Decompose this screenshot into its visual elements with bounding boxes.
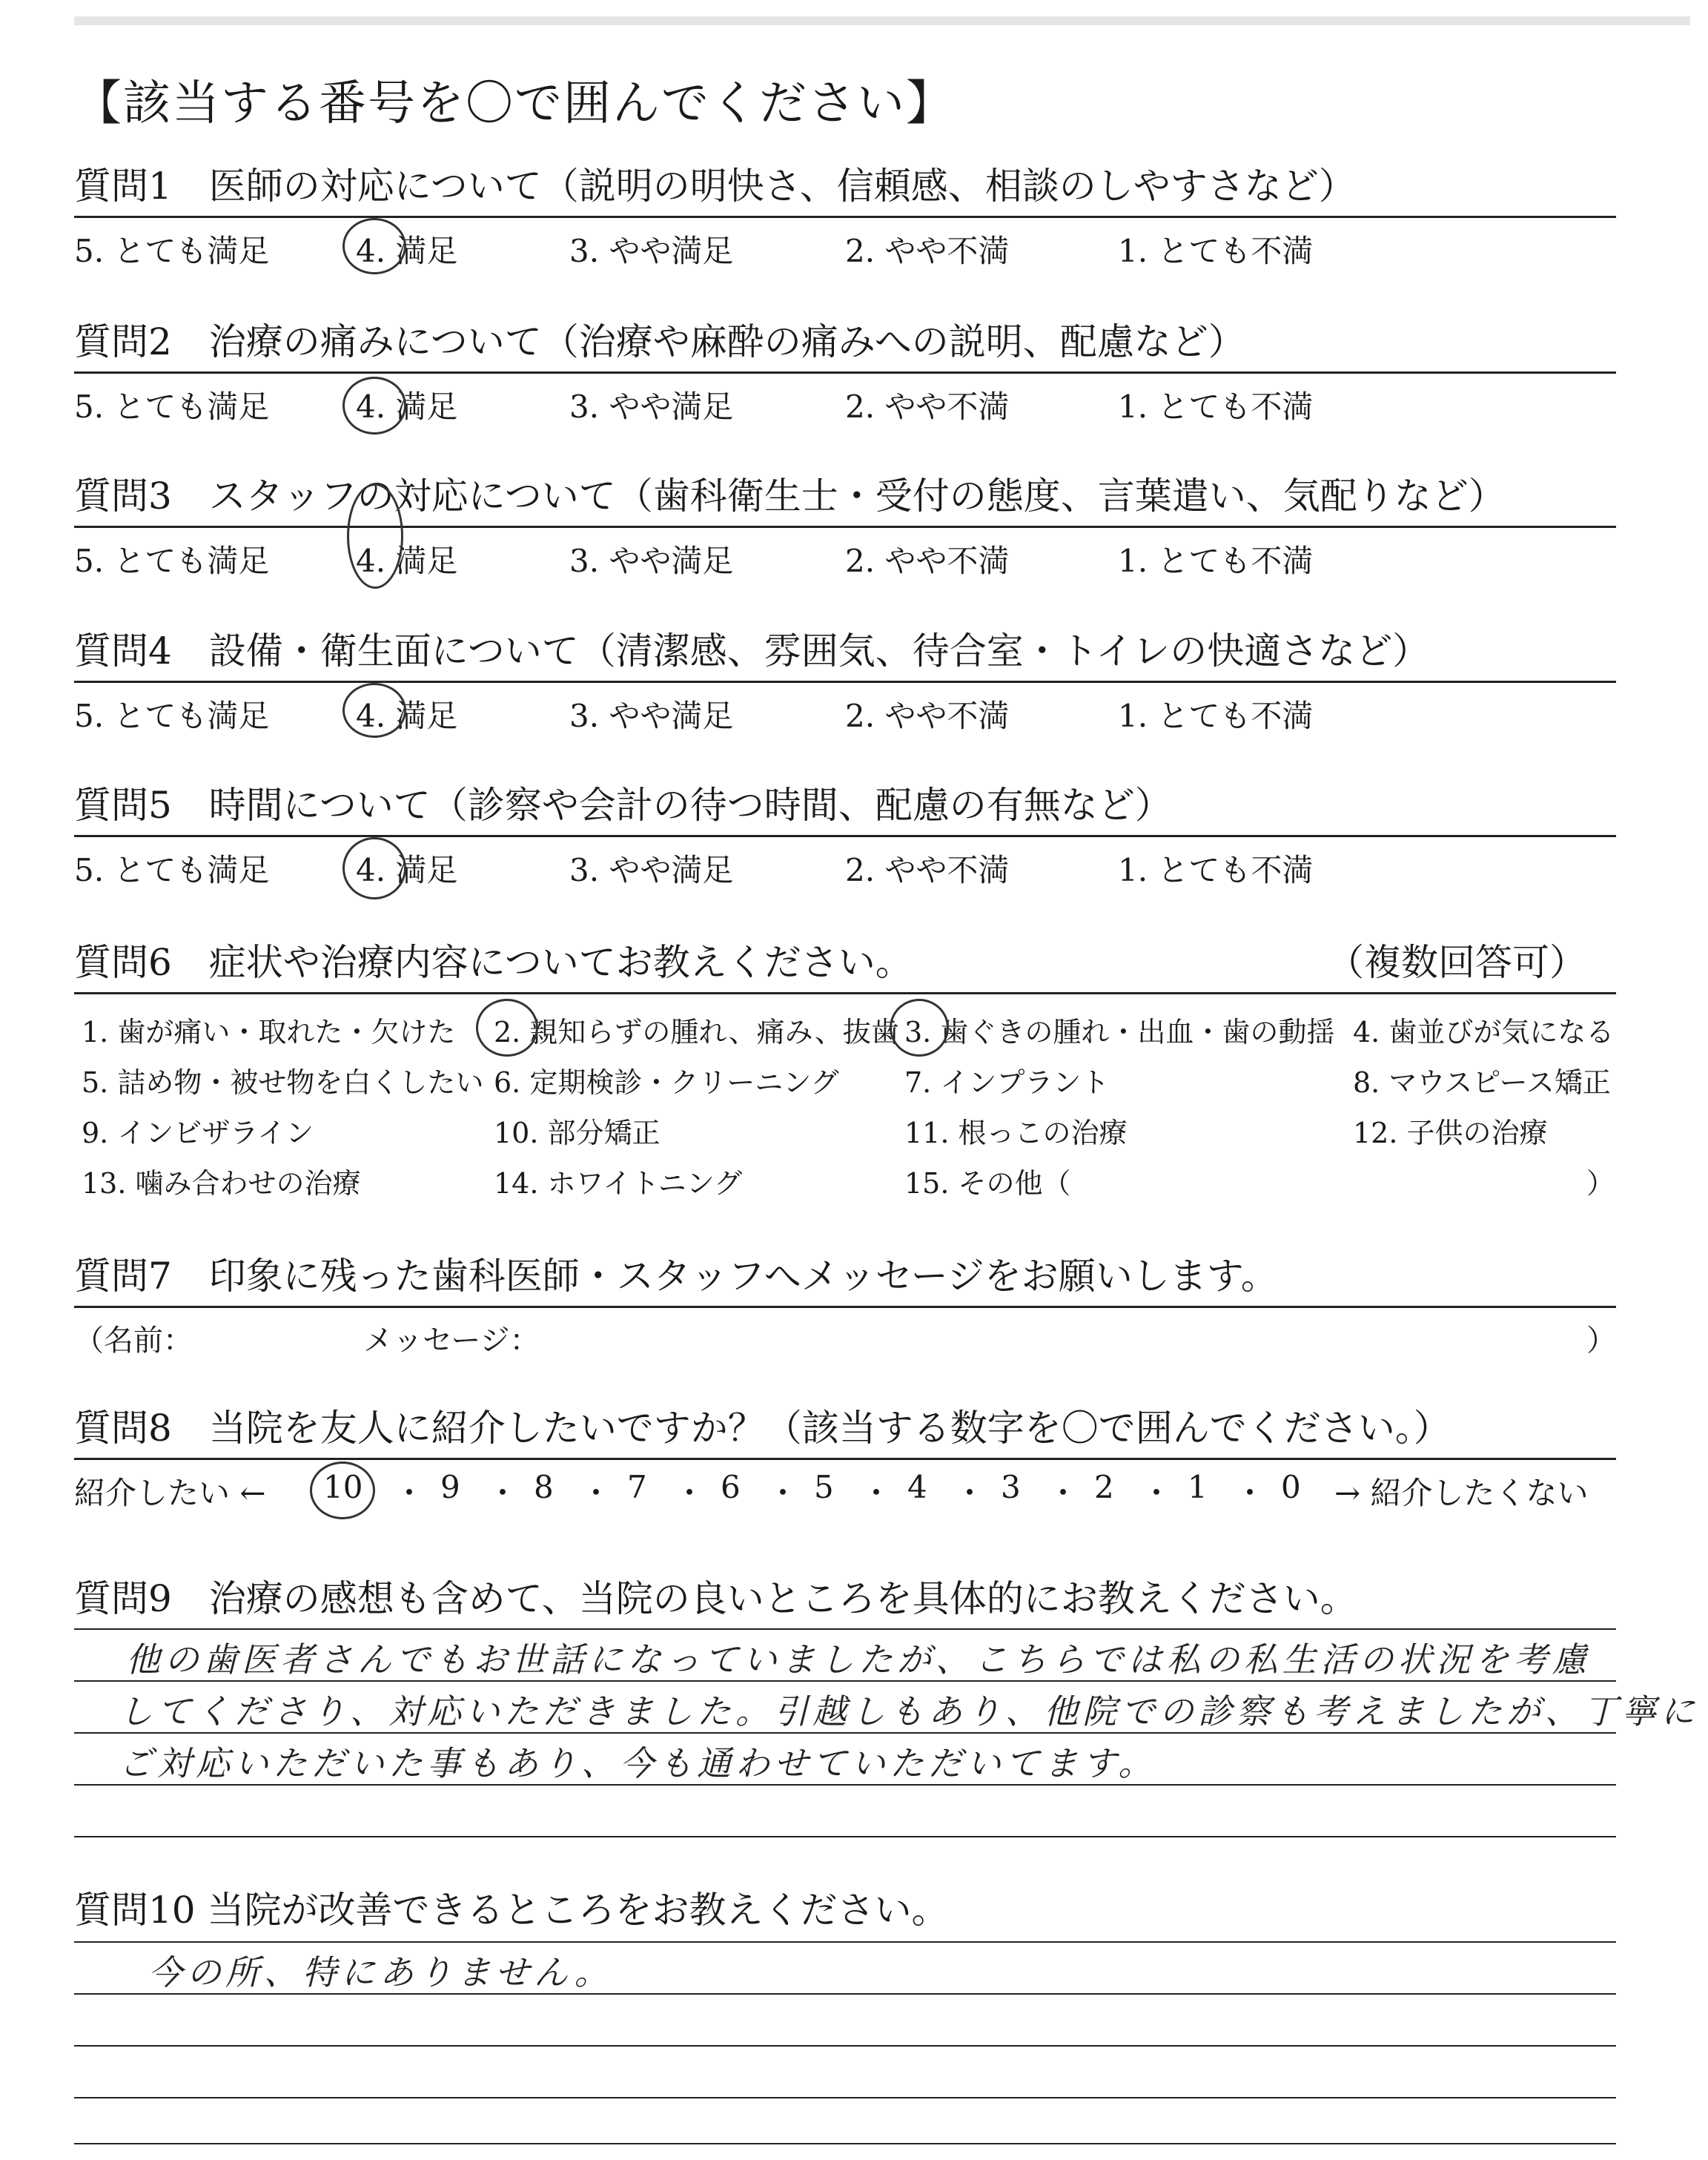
- question-9-title: 質問9 治療の感想も含めて、当院の良いところを具体的にお教えください。: [74, 1577, 1357, 1620]
- question-3: [74, 469, 1616, 580]
- question-4: [74, 624, 1616, 735]
- option-5[interactable]: 5. とても満足: [74, 543, 270, 579]
- treatment-option-6[interactable]: 6. 定期検診・クリーニング: [494, 1066, 839, 1099]
- scale-2[interactable]: 2: [1094, 1469, 1114, 1505]
- treatment-option-5[interactable]: 5. 詰め物・被せ物を白くしたい: [82, 1066, 484, 1099]
- option-5[interactable]: 5. とても満足: [74, 852, 270, 888]
- scale-7[interactable]: 7: [627, 1469, 647, 1505]
- scale-dot: ・: [394, 1475, 426, 1511]
- scale-8[interactable]: 8: [534, 1469, 554, 1505]
- selection-circle: [476, 999, 538, 1057]
- scale-4[interactable]: 4: [907, 1469, 927, 1505]
- scale-right-label: → 紹介したくない: [1334, 1475, 1589, 1511]
- selection-circle: [347, 483, 403, 589]
- option-1[interactable]: 1. とても不満: [1118, 389, 1314, 425]
- scale-dot: ・: [1141, 1475, 1173, 1511]
- question-5: [74, 779, 1616, 889]
- question-3-options: [74, 528, 1616, 580]
- question-1-options: [74, 218, 1616, 270]
- option-1[interactable]: 1. とても不満: [1118, 852, 1314, 888]
- scale-5[interactable]: 5: [814, 1469, 834, 1505]
- selection-circle: [342, 218, 406, 274]
- option-3[interactable]: 3. やや満足: [569, 852, 734, 888]
- question-8-title: 質問8 当院を友人に紹介したいですか？（該当する数字を〇で囲んでください。）: [74, 1407, 1451, 1450]
- scale-dot: ・: [1047, 1475, 1079, 1511]
- option-1[interactable]: 1. とても不満: [1118, 543, 1314, 579]
- question-3-title: 質問3 スタッフの対応について（歯科衛生士・受付の態度、言葉遣い、気配りなど）: [74, 475, 1506, 518]
- scan-edge: [74, 16, 1690, 25]
- question-6: [74, 936, 1616, 1209]
- treatment-option-2[interactable]: 2. 親知らずの腫れ、痛み、抜歯: [494, 1016, 899, 1048]
- treatment-option-1[interactable]: 1. 歯が痛い・取れた・欠けた: [82, 1016, 456, 1048]
- scale-dot: ・: [767, 1475, 799, 1511]
- scale-dot: ・: [580, 1475, 612, 1511]
- name-label[interactable]: （名前：: [74, 1324, 193, 1358]
- scale-dot: ・: [674, 1475, 706, 1511]
- option-4[interactable]: 4. 満足: [356, 852, 458, 888]
- treatment-option-15[interactable]: 15. その他（: [904, 1167, 1071, 1200]
- treatment-option-11[interactable]: 11. 根っこの治療: [904, 1117, 1128, 1149]
- question-5-options: [74, 837, 1616, 889]
- treatment-option-13[interactable]: 13. 噛み合わせの治療: [82, 1167, 361, 1200]
- scale-0[interactable]: 0: [1281, 1469, 1301, 1505]
- question-7-fields: [74, 1308, 1616, 1360]
- question-4-title: 質問4 設備・衛生面について（清潔感、雰囲気、待合室・トイレの快適さなど）: [74, 630, 1430, 673]
- option-4[interactable]: 4. 満足: [356, 698, 458, 734]
- selection-circle: [890, 999, 949, 1057]
- selection-circle: [342, 837, 406, 899]
- scale-1[interactable]: 1: [1188, 1469, 1208, 1505]
- scale-dot: ・: [487, 1475, 519, 1511]
- scale-10[interactable]: 10: [323, 1469, 363, 1505]
- option-3[interactable]: 3. やや満足: [569, 389, 734, 425]
- selection-circle: [342, 683, 406, 738]
- question-6-options: [74, 994, 1616, 1209]
- option-4[interactable]: 4. 満足: [356, 389, 458, 425]
- answer-line-1[interactable]: 他の歯医者さんでもお世話になっていましたが、こちらでは私の私生活の状況を考慮: [126, 1639, 1591, 1680]
- question-8: [74, 1401, 1616, 1512]
- option-4[interactable]: 4. 満足: [356, 233, 458, 269]
- treatment-option-9[interactable]: 9. インビザライン: [82, 1117, 314, 1149]
- question-10: [74, 1883, 1616, 2150]
- option-2[interactable]: 2. やや不満: [845, 233, 1010, 269]
- option-3[interactable]: 3. やや満足: [569, 233, 734, 269]
- question-9: [74, 1572, 1699, 1854]
- treatment-option-14[interactable]: 14. ホワイトニング: [494, 1167, 743, 1200]
- option-2[interactable]: 2. やや不満: [845, 543, 1010, 579]
- treatment-option-10[interactable]: 10. 部分矯正: [494, 1117, 661, 1149]
- message-close-paren: ）: [1586, 1324, 1616, 1358]
- treatment-option-3[interactable]: 3. 歯ぐきの腫れ・出血・歯の動揺: [904, 1016, 1335, 1048]
- message-label[interactable]: メッセージ：: [363, 1324, 540, 1358]
- option-4[interactable]: 4. 満足: [356, 543, 458, 579]
- question-1-title: 質問1 医師の対応について（説明の明快さ、信頼感、相談のしやすさなど）: [74, 165, 1356, 208]
- treatment-option-8[interactable]: 8. マウスピース矯正: [1353, 1066, 1611, 1099]
- question-10-title: 質問10 当院が改善できるところをお教えください。: [74, 1889, 949, 1932]
- option-3[interactable]: 3. やや満足: [569, 543, 734, 579]
- option-5[interactable]: 5. とても満足: [74, 389, 270, 425]
- question-6-title: [74, 936, 1616, 989]
- treatment-option-7[interactable]: 7. インプラント: [904, 1066, 1110, 1099]
- question-7: [74, 1249, 1616, 1360]
- scale-9[interactable]: 9: [440, 1469, 460, 1505]
- question-7-title: 質問7 印象に残った歯科医師・スタッフへメッセージをお願いします。: [74, 1255, 1278, 1298]
- option-1[interactable]: 1. とても不満: [1118, 233, 1314, 269]
- scale-6[interactable]: 6: [721, 1469, 741, 1505]
- option-5[interactable]: 5. とても満足: [74, 698, 270, 734]
- multiple-answers-note: （複数回答可）: [1327, 941, 1586, 984]
- question-5-title: 質問5 時間について（診察や会計の待つ時間、配慮の有無など）: [74, 784, 1172, 827]
- recommendation-scale: [74, 1460, 1616, 1512]
- answer-line-1[interactable]: 今の所、特にありません。: [148, 1952, 613, 1992]
- scale-3[interactable]: 3: [1001, 1469, 1021, 1505]
- form-instruction: 【該当する番号を〇で囲んでください】: [74, 76, 955, 131]
- option-2[interactable]: 2. やや不満: [845, 389, 1010, 425]
- scale-dot: ・: [954, 1475, 986, 1511]
- question-6-title-text: 質問6 症状や治療内容についてお教えください。: [74, 941, 913, 984]
- question-1: [74, 159, 1616, 270]
- option-5[interactable]: 5. とても満足: [74, 233, 270, 269]
- option-1[interactable]: 1. とても不満: [1118, 698, 1314, 734]
- treatment-option-12[interactable]: 12. 子供の治療: [1353, 1117, 1548, 1149]
- other-close-paren: ）: [1586, 1167, 1615, 1200]
- answer-line-3[interactable]: ご対応いただいた事もあり、今も通わせていただいてます。: [119, 1743, 1157, 1783]
- treatment-option-4[interactable]: 4. 歯並びが気になる: [1353, 1016, 1615, 1048]
- selection-circle: [342, 377, 406, 435]
- option-2[interactable]: 2. やや不満: [845, 852, 1010, 888]
- scale-dot: ・: [861, 1475, 893, 1511]
- option-2[interactable]: 2. やや不満: [845, 698, 1010, 734]
- question-2-options: [74, 374, 1616, 426]
- question-2-title: 質問2 治療の痛みについて（治療や麻酔の痛みへの説明、配慮など）: [74, 320, 1245, 363]
- scale-left-label: 紹介したい ←: [74, 1475, 266, 1511]
- answer-line-2[interactable]: してくださり、対応いただきました。引越しもあり、他院での診察も考えましたが、丁寧に: [119, 1691, 1699, 1731]
- option-3[interactable]: 3. やや満足: [569, 698, 734, 734]
- question-4-options: [74, 683, 1616, 735]
- scale-dot: ・: [1234, 1475, 1266, 1511]
- question-2: [74, 315, 1616, 426]
